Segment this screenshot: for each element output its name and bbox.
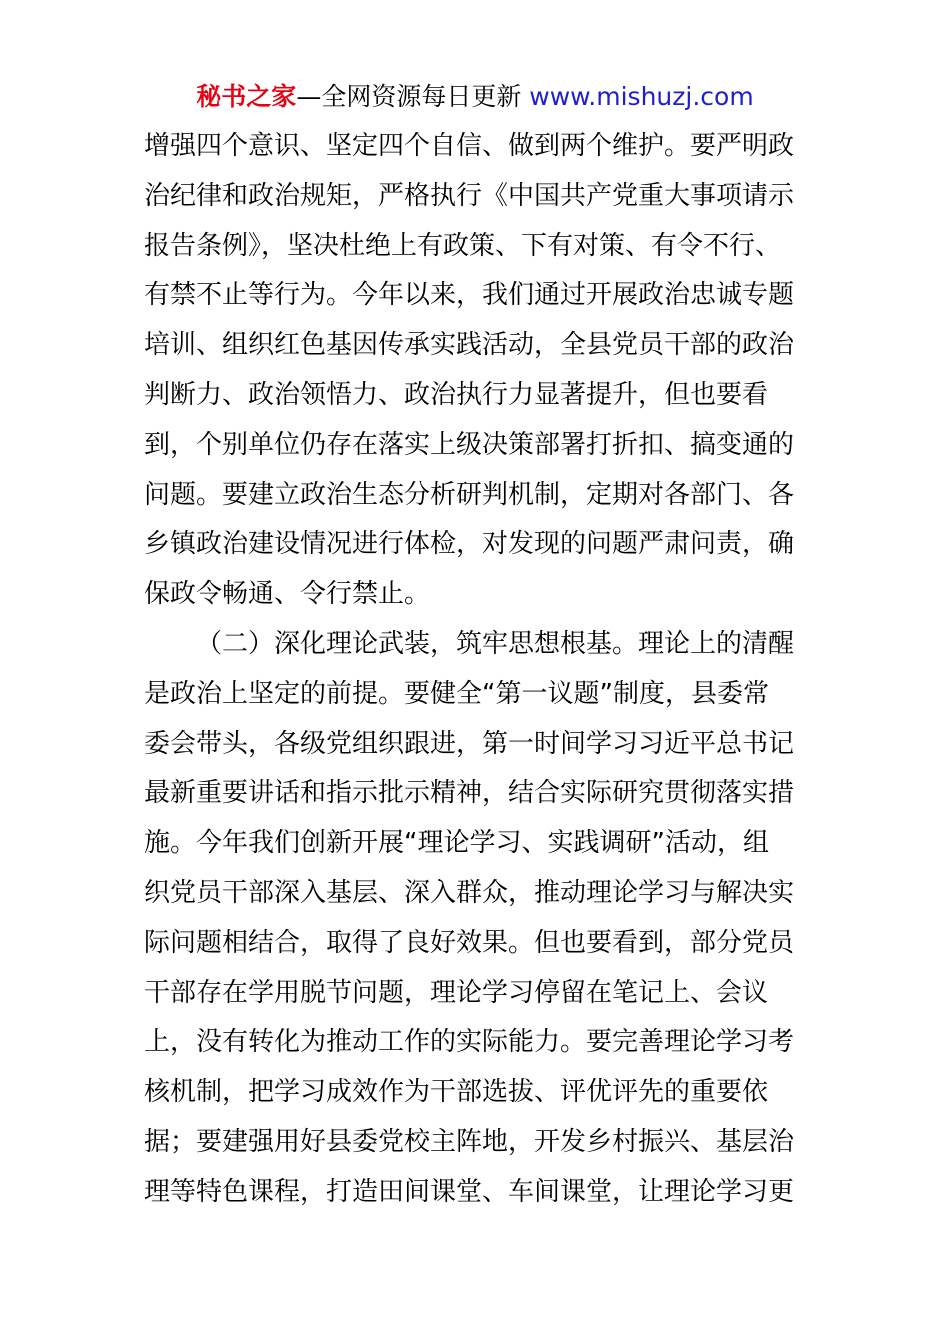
text-line: 委会带头，各级党组织跟进，第一时间学习习近平总书记 <box>144 728 795 759</box>
site-header <box>0 80 950 114</box>
text-line: 织党员干部深入基层、深入群众，推动理论学习与解决实 <box>144 877 795 908</box>
section-heading-line: （二）深化理论武装，筑牢思想根基。理论上的清醒 <box>196 628 795 659</box>
text-line: 问题。要建立政治生态分析研判机制，定期对各部门、各 <box>144 479 795 510</box>
text-line: 判断力、政治领悟力、政治执行力显著提升，但也要看 <box>144 379 769 410</box>
brand-name: 秘书之家 <box>196 82 297 111</box>
site-url-link[interactable]: www.mishuzj.com <box>529 82 754 111</box>
text-line: 增强四个意识、坚定四个自信、做到两个维护。要严明政 <box>144 131 795 161</box>
text-line: 施。今年我们创新开展“理论学习、实践调研”活动，组 <box>144 828 769 859</box>
text-line: 理等特色课程，打造田间课堂、车间课堂，让理论学习更 <box>144 1176 795 1207</box>
text-line: 最新重要讲话和指示批示精神，结合实际研究贯彻落实措 <box>144 778 795 809</box>
text-line: 有禁不止等行为。今年以来，我们通过开展政治忠诚专题 <box>144 280 795 311</box>
text-line: 干部存在学用脱节问题，理论学习停留在笔记上、会议 <box>144 977 769 1008</box>
text-line: 核机制，把学习成效作为干部选拔、评优评先的重要依 <box>144 1077 769 1108</box>
text-line: 据；要建强用好县委党校主阵地，开发乡村振兴、基层治 <box>144 1126 795 1157</box>
text-line: 报告条例》，坚决杜绝上有政策、下有对策、有令不行、 <box>144 230 782 261</box>
text-line: 到，个别单位仍存在落实上级决策部署打折扣、搞变通的 <box>144 429 795 460</box>
header-tagline: —全网资源每日更新 <box>296 82 530 111</box>
text-line: 培训、组织红色基因传承实践活动，全县党员干部的政治 <box>144 330 795 361</box>
body-text <box>144 122 806 1218</box>
text-line: 乡镇政治建设情况进行体检，对发现的问题严肃问责，确 <box>144 529 795 560</box>
text-line: 保政令畅通、令行禁止。 <box>144 579 431 610</box>
text-line: 治纪律和政治规矩，严格执行《中国共产党重大事项请示 <box>144 180 795 211</box>
text-line: 是政治上坚定的前提。要健全“第一议题”制度，县委常 <box>144 678 769 709</box>
text-line: 际问题相结合，取得了良好效果。但也要看到，部分党员 <box>144 927 795 958</box>
text-line: 上，没有转化为推动工作的实际能力。要完善理论学习考 <box>144 1027 795 1058</box>
